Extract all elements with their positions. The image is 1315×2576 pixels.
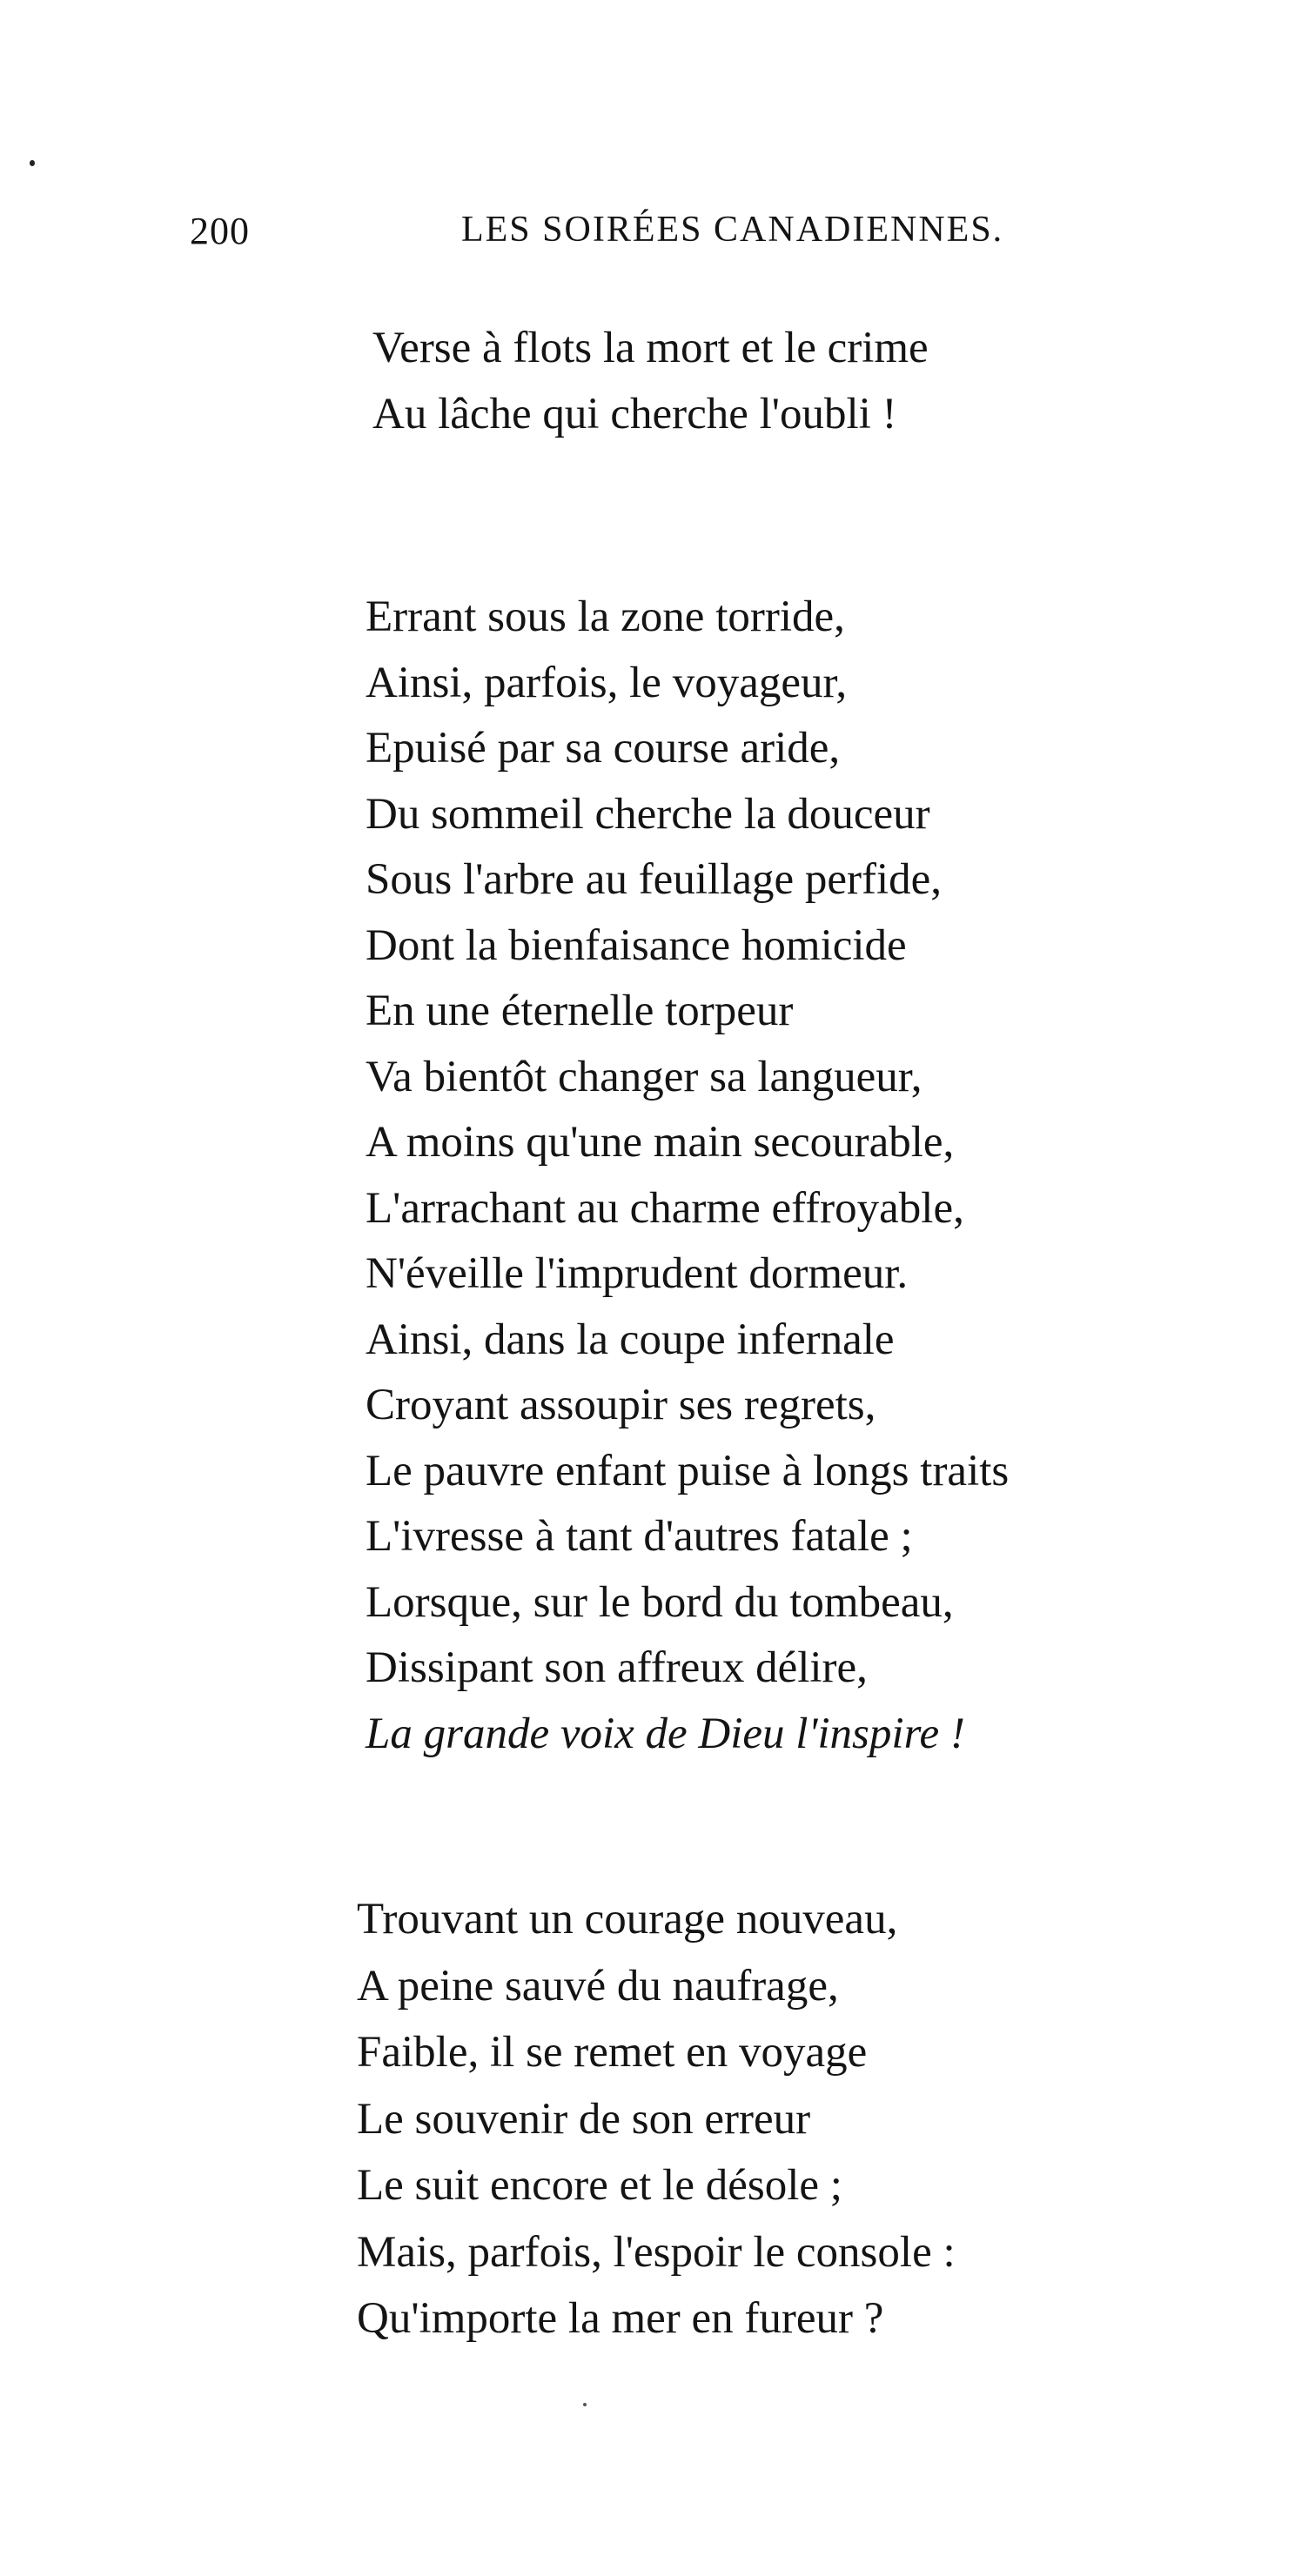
verse-line: L'arrachant au charme effroyable, (366, 1183, 964, 1233)
verse-line: Dissipant son affreux délire, (366, 1643, 868, 1692)
page-header (0, 209, 1315, 261)
verse-line: Qu'importe la mer en fureur ? (357, 2294, 884, 2343)
print-speck (583, 2403, 587, 2406)
verse-line: Verse à flots la mort et le crime (372, 324, 929, 372)
verse-line: Mais, parfois, l'espoir le console : (357, 2227, 956, 2277)
stanza-3 (357, 1886, 1227, 2352)
verse-line: L'ivresse à tant d'autres fatale ; (366, 1512, 913, 1561)
verse-line: A peine sauvé du naufrage, (357, 1961, 839, 2011)
verse-line: Du sommeil cherche la douceur (366, 789, 930, 839)
verse-line: Croyant assoupir ses regrets, (366, 1381, 876, 1429)
verse-line: Au lâche qui cherche l'oubli ! (372, 390, 897, 438)
verse-line: Sous l'arbre au feuillage perfide, (366, 855, 943, 904)
verse-line: Le pauvre enfant puise à longs traits (366, 1446, 1010, 1495)
verse-line: En une éternelle torpeur (366, 987, 794, 1035)
running-title: LES SOIRÉES CANADIENNES. (461, 210, 1004, 250)
verse-line: Trouvant un courage nouveau, (357, 1895, 898, 1944)
verse-line: Errant sous la zone torride, (366, 592, 845, 641)
verse-line: Dont la bienfaisance homicide (366, 920, 907, 970)
verse-line: Le souvenir de son erreur (357, 2094, 811, 2144)
verse-line: Va bientôt changer sa langueur, (366, 1052, 923, 1101)
verse-line: La grande voix de Dieu l'inspire ! (366, 1709, 965, 1758)
verse-line: Ainsi, dans la coupe infernale (366, 1315, 895, 1364)
verse-line: Epuisé par sa course aride, (366, 724, 841, 773)
verse-line: Ainsi, parfois, le voyageur, (366, 658, 848, 707)
stanza-2 (366, 585, 1236, 1767)
verse-line: A moins qu'une main secourable, (366, 1118, 955, 1167)
verse-line: Lorsque, sur le bord du tombeau, (366, 1577, 954, 1627)
verse-line: Faible, il se remet en voyage (357, 2028, 868, 2077)
verse-line: Le suit encore et le désole ; (357, 2161, 842, 2210)
print-speck (30, 160, 35, 166)
page-number: 200 (190, 210, 250, 252)
verse-line: N'éveille l'imprudent dormeur. (366, 1249, 909, 1298)
stanza-1 (372, 315, 1243, 447)
